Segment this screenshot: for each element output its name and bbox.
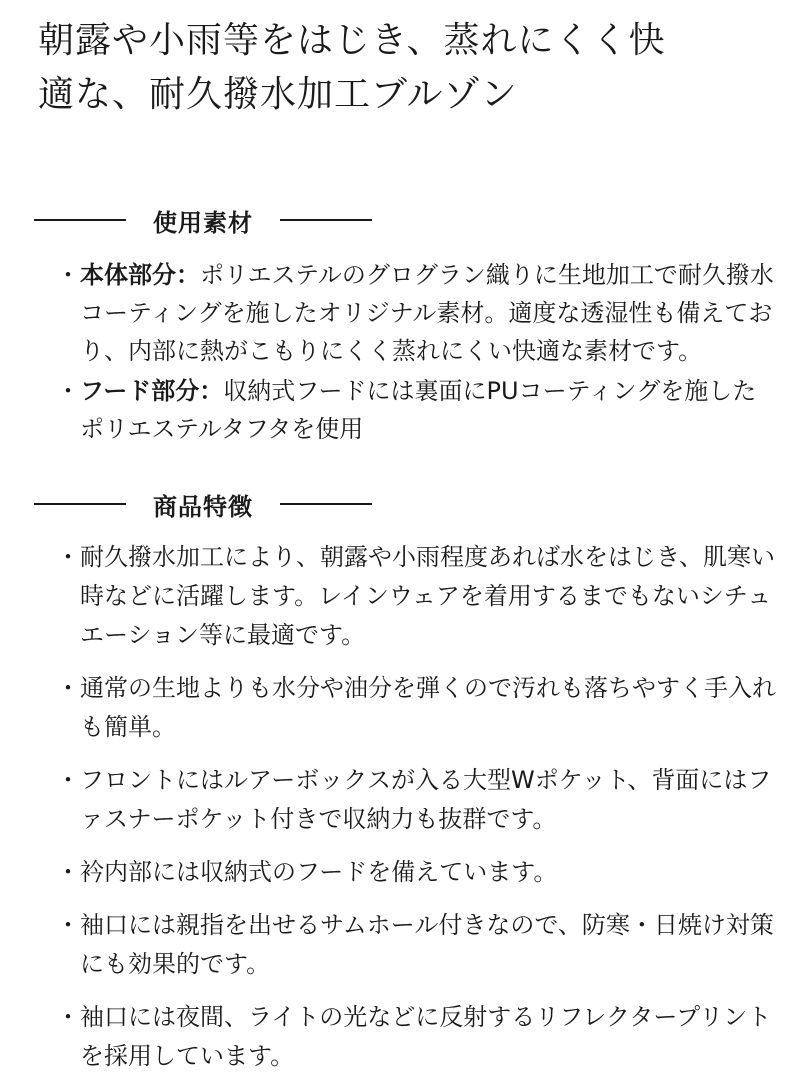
feature-item [54,761,784,839]
bullet: ・ [56,858,80,886]
feature-text: 衿内部には収納式のフードを備えています。 [80,858,558,886]
bullet: ・ [56,911,80,939]
feature-item [54,538,784,655]
features-list [54,538,784,1090]
bullet: ・ [56,674,80,702]
material-label: フード部分： [80,377,224,405]
feature-item [54,906,784,984]
heading-rule-left [34,219,126,221]
materials-list [54,256,774,450]
feature-item [54,669,784,747]
feature-text: 耐久撥水加工により、朝露や小雨程度あれば水をはじき、肌寒い時などに活躍します。レインウェアを着用するまでもないシチュエーション等に最適です。 [80,543,776,649]
feature-text: 袖口には夜間、ライトの光などに反射するリフレクタープリントを採用しています。 [80,1003,772,1070]
feature-text: 袖口には親指を出せるサムホール付きなので、防寒・日焼け対策にも効果的です。 [80,911,774,978]
features-heading-text: 商品特徴 [153,492,253,521]
product-title-line-2: 適な、耐久撥水加工ブルゾン [38,74,518,115]
material-text: ポリエステルのグログラン織りに生地加工で耐久撥水コーティングを施したオリジナル素材。適度な透湿性も備えており、内部に熱がこもりにくく蒸れにくい快適な素材です。 [80,261,774,365]
bullet: ・ [56,377,80,405]
feature-item [54,853,784,892]
heading-rule-right [280,219,372,221]
product-title [38,14,778,122]
features-section-heading [34,489,372,519]
bullet: ・ [56,766,80,794]
material-item-hood [54,372,774,448]
feature-text: 通常の生地よりも水分や油分を弾くので汚れも落ちやすく手入れも簡単。 [80,674,776,741]
materials-section-heading [34,205,372,235]
bullet: ・ [56,261,80,289]
product-title-line-1: 朝露や小雨等をはじき、蒸れにくく快 [38,20,666,61]
heading-rule-right [280,503,372,505]
bullet: ・ [56,543,80,571]
material-text: 収納式フードには裏面にPUコーティングを施したポリエステルタフタを使用 [80,377,757,443]
material-item-body [54,256,774,370]
materials-heading-text: 使用素材 [153,208,253,237]
heading-rule-left [34,503,126,505]
material-label: 本体部分： [80,261,200,289]
feature-text: フロントにはルアーボックスが入る大型Wポケット、背面にはファスナーポケット付きで収納力も抜群です。 [80,766,772,833]
feature-item [54,998,784,1076]
bullet: ・ [56,1003,80,1031]
